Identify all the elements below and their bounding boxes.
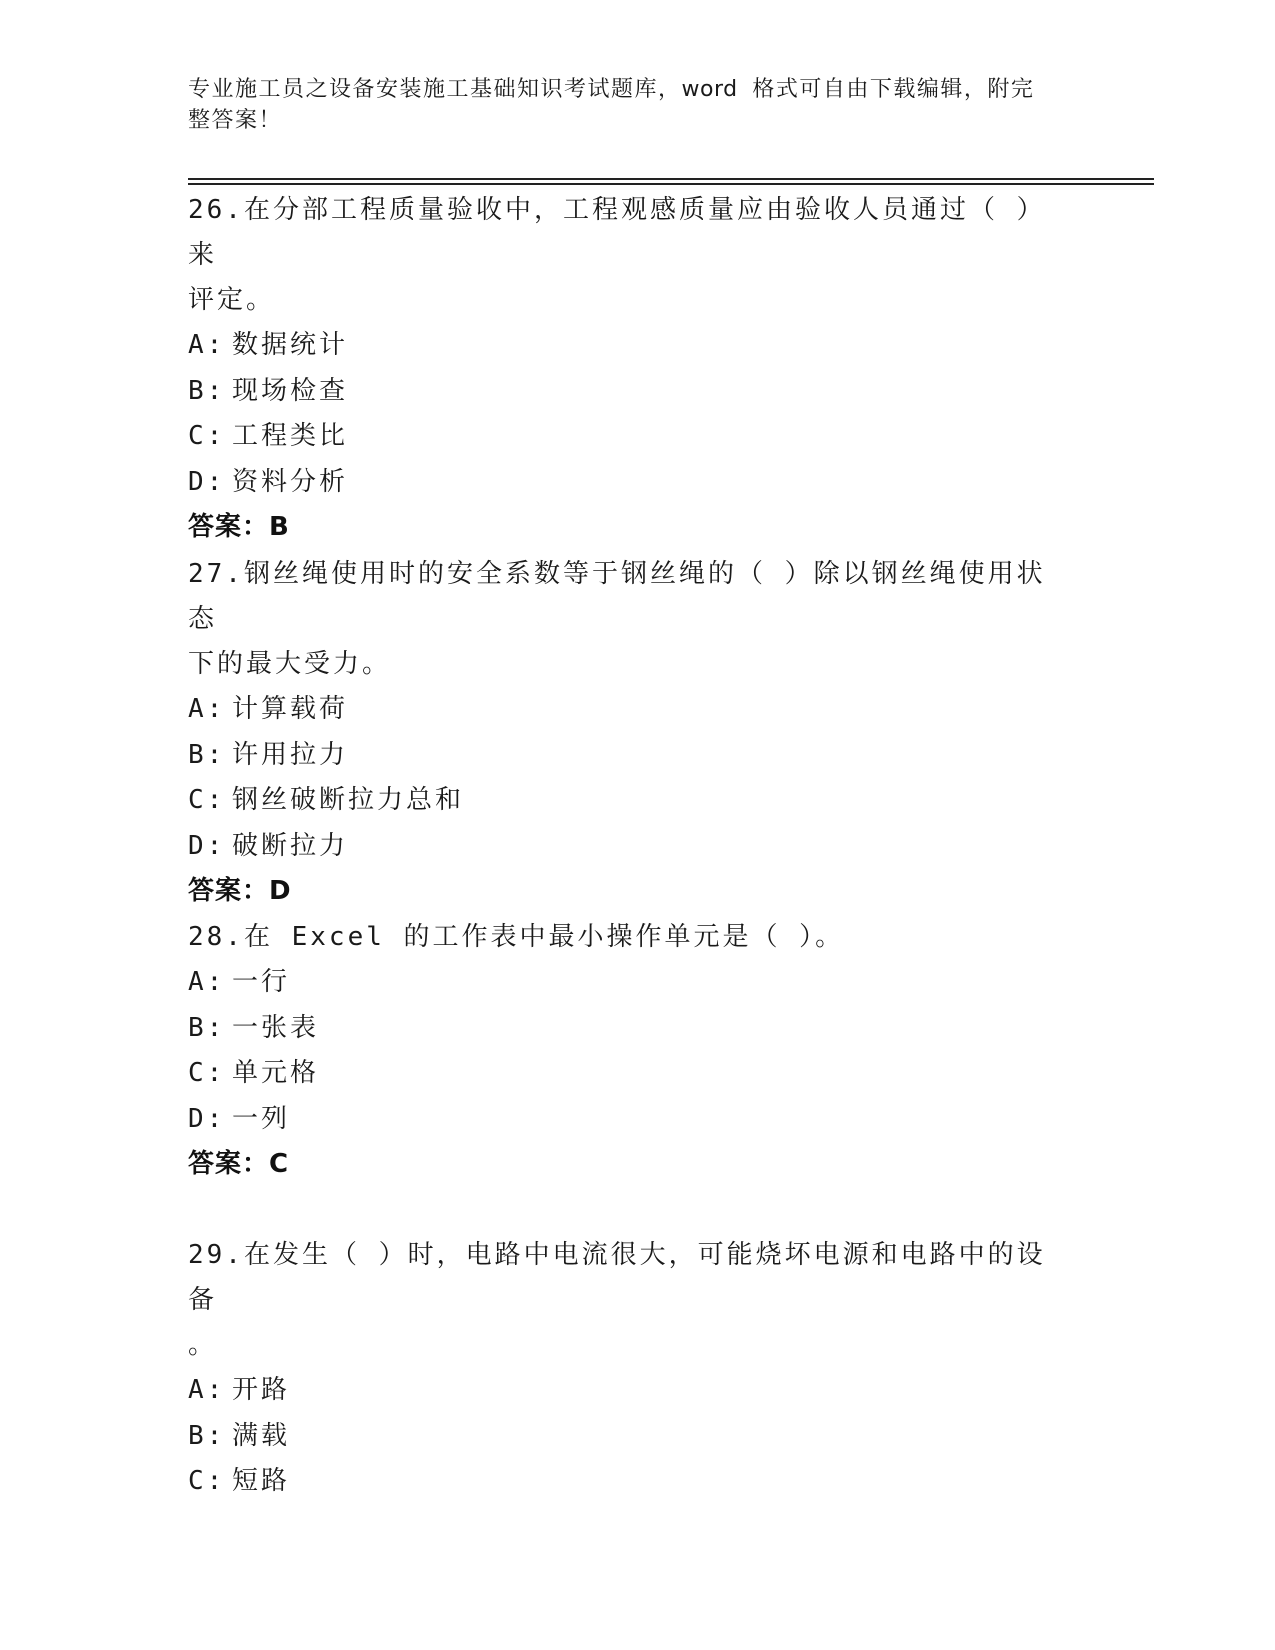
answer-label: 答案：C: [188, 1149, 290, 1179]
option-a: [188, 687, 1068, 733]
option-key: D:: [188, 830, 226, 861]
option-text: 单元格: [232, 1058, 320, 1088]
header-word-label: word: [681, 77, 738, 102]
option-text: 短路: [232, 1466, 291, 1496]
question-26: [188, 188, 1068, 550]
header-line-1: [188, 74, 1068, 105]
option-key: B:: [188, 375, 226, 406]
option-text: 满载: [232, 1420, 291, 1451]
option-d: [188, 824, 1068, 870]
option-text: 一行: [232, 967, 291, 997]
option-d: [188, 460, 1068, 506]
option-b: [188, 369, 1068, 415]
option-key: A:: [188, 694, 226, 724]
option-d: [188, 1097, 1068, 1143]
option-text: 一张表: [232, 1012, 320, 1043]
option-text: 数据统计: [232, 330, 349, 360]
option-key: D:: [188, 1103, 226, 1134]
question-stem-line: 29.在发生（ ）时，电路中电流很大，可能烧坏电源和电路中的设备: [188, 1240, 1046, 1315]
option-key: C:: [188, 785, 226, 815]
header-divider-top: [188, 178, 1154, 180]
option-key: B:: [188, 1012, 226, 1043]
option-text: 工程类比: [232, 421, 349, 451]
option-key: A:: [188, 330, 226, 360]
option-key: B:: [188, 1420, 226, 1451]
question-27: [188, 552, 1068, 914]
question-stem-line: 。: [188, 1330, 218, 1360]
option-text: 资料分析: [232, 466, 349, 497]
option-key: D:: [188, 466, 226, 497]
question-stem: [188, 1233, 1068, 1368]
option-a: [188, 1368, 1068, 1414]
option-c: [188, 1459, 1068, 1505]
option-a: [188, 323, 1068, 369]
question-stem-line: 评定。: [188, 285, 276, 315]
header-line-2: 整答案！: [188, 108, 283, 133]
option-b: [188, 1414, 1068, 1460]
question-stem-line: 26.在分部工程质量验收中，工程观感质量应由验收人员通过（ ）来: [188, 195, 1046, 270]
option-text: 破断拉力: [232, 830, 349, 861]
question-stem-line: 27.钢丝绳使用时的安全系数等于钢丝绳的（ ）除以钢丝绳使用状态: [188, 559, 1046, 634]
question-stem-line: 下的最大受力。: [188, 649, 392, 679]
option-text: 钢丝破断拉力总和: [232, 785, 465, 815]
option-text: 计算载荷: [232, 694, 349, 724]
option-key: A:: [188, 967, 226, 997]
option-c: [188, 414, 1068, 460]
option-text: 一列: [232, 1103, 291, 1134]
option-text: 现场检查: [232, 375, 349, 406]
question-29: [188, 1233, 1068, 1505]
option-c: [188, 778, 1068, 824]
option-a: [188, 960, 1068, 1006]
option-text: 开路: [232, 1375, 291, 1405]
question-stem: [188, 188, 1068, 323]
option-key: C:: [188, 1058, 226, 1088]
option-key: C:: [188, 421, 226, 451]
option-b: [188, 733, 1068, 779]
option-key: A:: [188, 1375, 226, 1405]
option-text: 许用拉力: [232, 739, 349, 770]
option-key: C:: [188, 1466, 226, 1496]
document-header: [188, 74, 1068, 136]
header-text-part: 格式可自由下载编辑，附完: [737, 77, 1035, 102]
option-b: [188, 1006, 1068, 1052]
question-stem: [188, 552, 1068, 687]
answer-label: 答案：B: [188, 512, 290, 542]
header-divider-bottom: [188, 183, 1154, 185]
header-text-part: 专业施工员之设备安装施工基础知识考试题库，: [188, 77, 682, 102]
answer-label: 答案：D: [188, 876, 292, 906]
question-28: [188, 915, 1068, 1187]
option-key: B:: [188, 739, 226, 770]
option-c: [188, 1051, 1068, 1097]
question-stem: 28.在 Excel 的工作表中最小操作单元是（ ）。: [188, 922, 845, 952]
